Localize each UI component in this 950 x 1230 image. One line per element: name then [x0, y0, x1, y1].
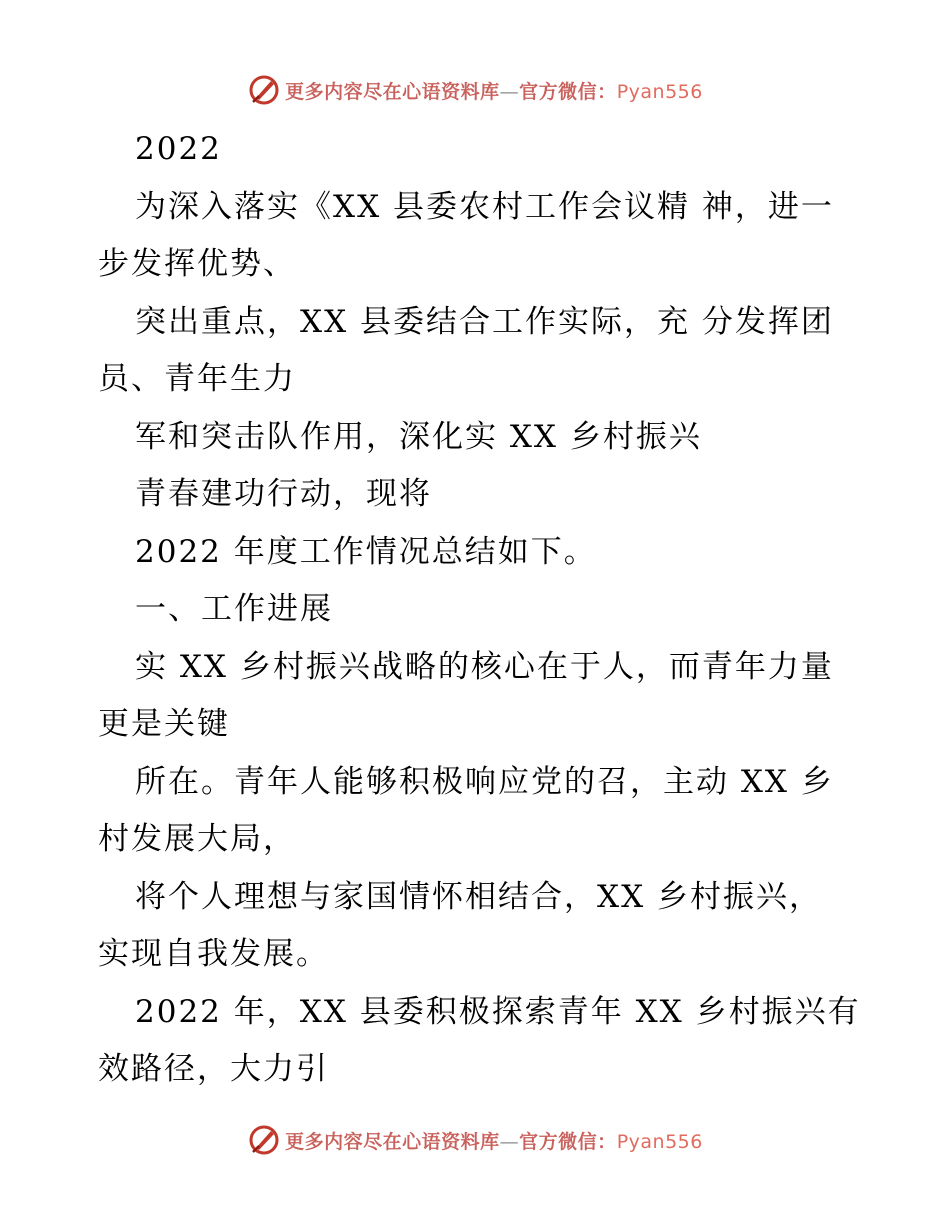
- footer-watermark: [0, 1120, 950, 1160]
- text-line: 将个人理想与家国情怀相结合，XX 乡村振兴，: [135, 878, 822, 915]
- text-line: 所在。青年人能够积极响应党的召，主动 XX 乡: [135, 763, 834, 800]
- feather-logo-icon: [247, 73, 281, 107]
- text-line: 突出重点，XX 县委结合工作实际，充 分发挥团: [135, 303, 834, 340]
- text-line: 2022: [135, 131, 222, 167]
- text-line: 2022 年度工作情况总结如下。: [135, 533, 597, 570]
- text-line: 2022 年，XX 县委积极探索青年 XX 乡村振兴有: [135, 993, 861, 1030]
- watermark-wechat-label: 官方微信：: [519, 80, 617, 103]
- watermark-wechat-id: Pyan556: [616, 1130, 703, 1153]
- watermark-separator: —: [499, 80, 520, 103]
- watermark-wechat-id: Pyan556: [616, 80, 703, 103]
- text-line: 效路径，大力引: [98, 1051, 329, 1087]
- watermark-wechat-label: 官方微信：: [519, 1130, 617, 1153]
- text-line: 步发挥优势、: [98, 246, 296, 282]
- text-line: 一、工作进展: [135, 591, 333, 627]
- text-line: 员、青年生力: [98, 361, 296, 397]
- text-line: 青春建功行动，现将: [135, 476, 432, 512]
- feather-logo-icon: [247, 1123, 281, 1157]
- watermark-text: [285, 1127, 703, 1154]
- watermark-brand: 更多内容尽在心语资料库: [285, 1130, 500, 1153]
- text-line: 实现自我发展。: [98, 936, 329, 972]
- document-body: [98, 121, 861, 1099]
- text-line: 更是关键: [98, 706, 230, 742]
- text-line: 军和突击队作用，深化实 XX 乡村振兴: [135, 418, 702, 455]
- watermark-text: [285, 77, 703, 104]
- text-line: 实 XX 乡村振兴战略的核心在于人，而青年力量: [135, 648, 834, 685]
- watermark-brand: 更多内容尽在心语资料库: [285, 80, 500, 103]
- watermark-separator: —: [499, 1130, 520, 1153]
- text-line: 为深入落实《XX 县委农村工作会议精 神，进一: [135, 188, 834, 225]
- text-line: 村发展大局，: [98, 821, 296, 857]
- header-watermark: [0, 70, 950, 110]
